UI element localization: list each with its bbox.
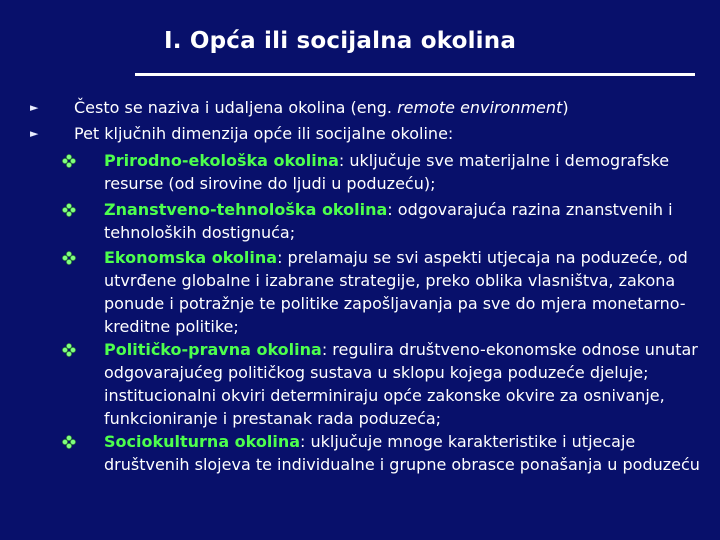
term-label: Prirodno-ekološka okolina [104,151,339,170]
diamond-bullet-icon [62,149,84,172]
sub-item-2 [62,198,712,244]
term-label: Političko-pravna okolina [104,340,322,359]
bullet-item-1 [30,96,569,119]
diamond-bullet-icon [62,246,84,269]
diamond-bullet-icon [62,430,84,453]
title-underline [135,73,695,76]
sub-item-1 [62,149,712,195]
term-description: : odgovarajuća razina znanstvenih i tehnoloških dostignuća; [104,200,673,242]
triangle-bullet-icon: ► [30,101,39,114]
diamond-bullet-icon [62,338,84,361]
sub-item-3 [62,246,712,338]
slide-title: I. Opća ili socijalna okolina [163,28,517,54]
bullet-text-prefix: Često se naziva i udaljena okolina (eng. [74,98,398,117]
term-description: : uključuje mnoge karakteristike i utjecaje društvenih slojeva te individualne i grupne obrasce ponašanja u poduzeću [104,432,700,474]
term-description: : prelamaju se svi aspekti utjecaja na poduzeće, od utvrđene globalne i izabrane strategije, preko oblika vlasništva, zakona ponude i potražnje te politike zapošljavanja pa sve do mjera monetarno-kreditne politike; [104,248,688,336]
sub-item-5 [62,430,712,476]
triangle-bullet-icon: ► [30,127,39,140]
bullet-text-italic: remote environment [397,98,563,117]
term-description: : regulira društveno-ekonomske odnose unutar odgovarajućeg političkog sustava u sklopu kojega poduzeće djeluje; institucionalni okviri determiniraju opće zakonske okvire za osnivanje, funkcioniranje i prestanak rada poduzeća; [104,340,698,428]
term-label: Sociokulturna okolina [104,432,301,451]
term-description: : uključuje sve materijalne i demografske resurse (od sirovine do ljudi u poduzeću); [104,151,670,193]
term-label: Znanstveno-tehnološka okolina [104,200,388,219]
bullet-text-suffix: ) [562,98,569,117]
bullet-item-2 [30,122,453,145]
bullet-text: Pet ključnih dimenzija opće ili socijalne okoline: [74,124,454,143]
diamond-bullet-icon [62,198,84,221]
term-label: Ekonomska okolina [104,248,278,267]
sub-item-4 [62,338,712,430]
